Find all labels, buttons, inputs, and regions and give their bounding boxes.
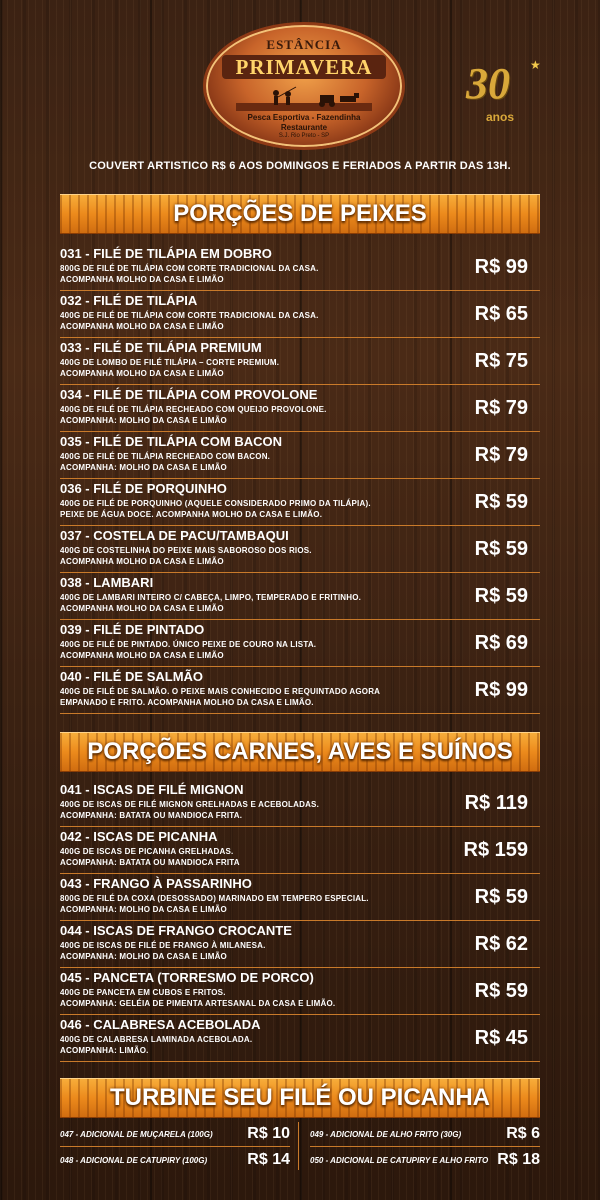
menu-item-description-line2: ACOMPANHA: BATATA OU MANDIOCA FRITA [60, 858, 240, 867]
header [0, 0, 600, 160]
menu-item-description-line2: ACOMPANHA: GELÉIA DE PIMENTA ARTESANAL DA CASA E LIMÃO. [60, 999, 336, 1008]
menu-item-description [60, 846, 460, 868]
menu-item-description-line1: 400G DE FILÉ DE TILÁPIA RECHEADO COM QUEIJO PROVOLONE. [60, 405, 327, 414]
logo-tagline1: Pesca Esportiva - Fazendinha [247, 113, 361, 122]
menu-item-description-line1: 400G DE CALABRESA LAMINADA ACEBOLADA. [60, 1035, 253, 1044]
menu-item-description-line1: 400G DE FILÉ DE TILÁPIA COM CORTE TRADICIONAL DA CASA. [60, 311, 319, 320]
menu-item-description [60, 940, 460, 962]
menu-item-title: 040 - FILÉ DE SALMÃO [60, 669, 204, 684]
couvert-notice: COUVERT ARTISTICO R$ 6 AOS DOMINGOS E FERIADOS A PARTIR DAS 13H. [89, 160, 511, 172]
extra-price: R$ 18 [497, 1151, 540, 1168]
menu-item-price: R$ 75 [474, 350, 528, 372]
menu-item-description-line1: 800G DE FILÉ DE TILÁPIA COM CORTE TRADICIONAL DA CASA. [60, 264, 319, 273]
menu-item-price: R$ 99 [474, 256, 528, 278]
menu-item-price: R$ 99 [474, 679, 528, 701]
menu-item-title: 037 - COSTELA DE PACU/TAMBAQUI [60, 528, 289, 543]
farm-scene-icon [236, 83, 372, 111]
extra-item [60, 1122, 290, 1147]
menu-item-description [60, 263, 460, 285]
menu-item-description-line2: ACOMPANHA: MOLHO DA CASA E LIMÃO [60, 905, 227, 914]
menu-item-description [60, 987, 460, 1009]
menu-item-title: 031 - FILÉ DE TILÁPIA EM DOBRO [60, 246, 272, 261]
menu-list-peixes [60, 244, 540, 714]
menu-item-title: 045 - PANCETA (TORRESMO DE PORCO) [60, 970, 314, 985]
menu-item-description-line2: ACOMPANHA: MOLHO DA CASA E LIMÃO [60, 463, 227, 472]
star-icon: ★ [530, 58, 541, 72]
menu-item-description-line2: ACOMPANHA MOLHO DA CASA E LIMÃO [60, 275, 224, 284]
menu-item-title: 042 - ISCAS DE PICANHA [60, 829, 218, 844]
extra-price: R$ 14 [247, 1151, 290, 1168]
menu-item [60, 338, 540, 385]
menu-item [60, 244, 540, 291]
extra-price: R$ 6 [506, 1125, 540, 1142]
logo-brand-line1: ESTÂNCIA [266, 37, 342, 52]
menu-item-price: R$ 159 [463, 839, 528, 861]
menu-item-description-line2: ACOMPANHA MOLHO DA CASA E LIMÃO [60, 604, 224, 613]
menu-item-description-line1: 400G DE ISCAS DE PICANHA GRELHADAS. [60, 847, 234, 856]
menu-item [60, 526, 540, 573]
menu-item [60, 968, 540, 1015]
menu-item-description-line2: EMPANADO E FRITO. ACOMPANHA MOLHO DA CASA E LIMÃO. [60, 698, 314, 707]
extras-list [60, 1122, 540, 1176]
menu-item-description-line2: ACOMPANHA MOLHO DA CASA E LIMÃO [60, 369, 224, 378]
menu-item-price: R$ 59 [474, 538, 528, 560]
menu-item-price: R$ 45 [474, 1027, 528, 1049]
menu-item-description-line2: ACOMPANHA: LIMÃO. [60, 1046, 149, 1055]
menu-item-title: 034 - FILÉ DE TILÁPIA COM PROVOLONE [60, 387, 318, 402]
logo-tagline2: Restaurante [280, 123, 328, 132]
menu-item-description [60, 799, 460, 821]
menu-item-description-line2: ACOMPANHA: BATATA OU MANDIOCA FRITA. [60, 811, 243, 820]
menu-item-price: R$ 79 [474, 444, 528, 466]
menu-item-description [60, 357, 460, 379]
menu-item-title: 043 - FRANGO À PASSARINHO [60, 876, 252, 891]
menu-item-description [60, 639, 460, 661]
menu-item-description-line2: PEIXE DE ÁGUA DOCE. ACOMPANHA MOLHO DA CASA E LIMÃO. [60, 510, 323, 519]
column-divider [298, 1122, 299, 1170]
logo-brand-line2: PRIMAVERA [222, 55, 386, 79]
menu-item [60, 385, 540, 432]
menu-item-description-line2: ACOMPANHA MOLHO DA CASA E LIMÃO [60, 322, 224, 331]
menu-item-description [60, 686, 460, 708]
menu-item [60, 1015, 540, 1062]
menu-item-description-line1: 400G DE FILÉ DE TILÁPIA RECHEADO COM BACON. [60, 452, 271, 461]
menu-item [60, 432, 540, 479]
restaurant-logo [203, 22, 405, 150]
extra-label: 047 - ADICIONAL DE MUÇARELA (100G) [60, 1129, 213, 1139]
menu-item [60, 291, 540, 338]
anniversary-badge [462, 58, 542, 130]
section-title-peixes: PORÇÕES DE PEIXES [60, 194, 540, 234]
menu-item-description-line1: 400G DE ISCAS DE FILÉ MIGNON GRELHADAS E ACEBOLADAS. [60, 800, 320, 809]
menu-item-description-line2: ACOMPANHA: MOLHO DA CASA E LIMÃO [60, 416, 227, 425]
menu-item [60, 620, 540, 667]
menu-item-price: R$ 59 [474, 980, 528, 1002]
menu-item-price: R$ 79 [474, 397, 528, 419]
menu-item-description-line2: ACOMPANHA MOLHO DA CASA E LIMÃO [60, 557, 224, 566]
menu-item-title: 038 - LAMBARI [60, 575, 154, 590]
menu-item-description [60, 310, 460, 332]
section-title-carnes: PORÇÕES CARNES, AVES E SUÍNOS [60, 732, 540, 772]
menu-item-title: 032 - FILÉ DE TILÁPIA [60, 293, 198, 308]
anniversary-label: anos [486, 110, 515, 124]
menu-list-carnes [60, 780, 540, 1062]
menu-item-title: 044 - ISCAS DE FRANGO CROCANTE [60, 923, 292, 938]
menu-item-description-line1: 400G DE LAMBARI INTEIRO C/ CABEÇA, LIMPO, TEMPERADO E FRITINHO. [60, 593, 362, 602]
extra-item [310, 1122, 540, 1147]
menu-item-description [60, 404, 460, 426]
menu-item-description [60, 1034, 460, 1056]
logo-location: S.J. Rio Preto - SP [278, 133, 330, 139]
menu-item-description-line1: 400G DE FILÉ DE SALMÃO. O PEIXE MAIS CONHECIDO E REQUINTADO AGORA [60, 687, 381, 696]
menu-item-description [60, 893, 460, 915]
menu-item-description [60, 498, 460, 520]
menu-item-description-line1: 400G DE LOMBO DE FILÉ TILÁPIA – CORTE PREMIUM. [60, 358, 280, 367]
menu-item-description-line1: 400G DE ISCAS DE FILÉ DE FRANGO À MILANESA. [60, 941, 266, 950]
menu-item-price: R$ 59 [474, 585, 528, 607]
extra-item [60, 1148, 290, 1172]
menu-item-description-line1: 400G DE FILÉ DE PORQUINHO (AQUELE CONSIDERADO PRIMO DA TILÁPIA). [60, 499, 371, 508]
menu-item-description [60, 451, 460, 473]
menu-item [60, 921, 540, 968]
menu-item [60, 479, 540, 526]
menu-item-description-line1: 400G DE FILÉ DE PINTADO. ÚNICO PEIXE DE COURO NA LISTA. [60, 640, 317, 649]
menu-item [60, 780, 540, 827]
menu-item-description [60, 545, 460, 567]
anniversary-number: 30 [466, 59, 510, 108]
menu-item-description-line2: ACOMPANHA MOLHO DA CASA E LIMÃO [60, 651, 224, 660]
menu-item-title: 035 - FILÉ DE TILÁPIA COM BACON [60, 434, 282, 449]
menu-item-price: R$ 59 [474, 886, 528, 908]
menu-item-price: R$ 62 [474, 933, 528, 955]
menu-item [60, 827, 540, 874]
menu-item-price: R$ 119 [464, 792, 528, 814]
menu-item-description-line1: 800G DE FILÉ DA COXA (DESOSSADO) MARINADO EM TEMPERO ESPECIAL. [60, 894, 369, 903]
menu-item-price: R$ 65 [474, 303, 528, 325]
menu-item-title: 046 - CALABRESA ACEBOLADA [60, 1017, 261, 1032]
menu-item-price: R$ 69 [474, 632, 528, 654]
menu-item [60, 573, 540, 620]
menu-item-description [60, 592, 460, 614]
menu-item-title: 033 - FILÉ DE TILÁPIA PREMIUM [60, 340, 262, 355]
menu-item-title: 041 - ISCAS DE FILÉ MIGNON [60, 782, 244, 797]
extra-label: 048 - ADICIONAL DE CATUPIRY (100G) [60, 1155, 208, 1165]
menu-item [60, 667, 540, 714]
menu-item-title: 039 - FILÉ DE PINTADO [60, 622, 205, 637]
extra-label: 050 - ADICIONAL DE CATUPIRY E ALHO FRITO [310, 1155, 489, 1165]
menu-item-title: 036 - FILÉ DE PORQUINHO [60, 481, 227, 496]
menu-item-description-line1: 400G DE COSTELINHA DO PEIXE MAIS SABOROSO DOS RIOS. [60, 546, 312, 555]
extra-label: 049 - ADICIONAL DE ALHO FRITO (30G) [310, 1129, 462, 1139]
menu-item-description-line1: 400G DE PANCETA EM CUBOS E FRITOS. [60, 988, 226, 997]
menu-item [60, 874, 540, 921]
extra-item [310, 1148, 540, 1172]
extra-price: R$ 10 [247, 1125, 290, 1142]
section-title-turbine: TURBINE SEU FILÉ OU PICANHA [60, 1078, 540, 1118]
menu-item-price: R$ 59 [474, 491, 528, 513]
menu-item-description-line2: ACOMPANHA: MOLHO DA CASA E LIMÃO [60, 952, 227, 961]
